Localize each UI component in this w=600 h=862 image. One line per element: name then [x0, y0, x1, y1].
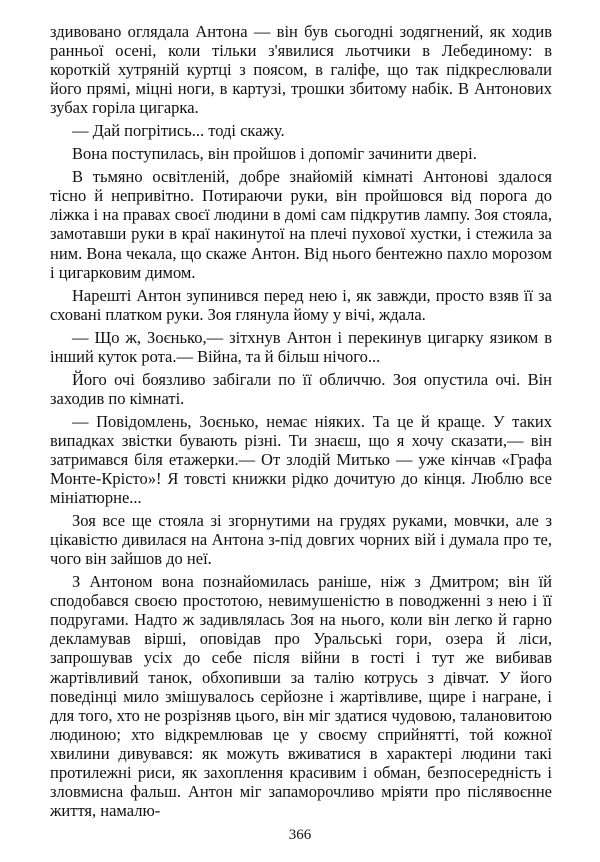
paragraph-dialogue: — Повідомлень, Зоєнько, немає ніяких. Та це й краще. У таких випадках звістки бувають різні. Ти знаєш, що я хочу сказати,— він затримався біля етажерки.— От злодій Митько — уже кінчав «Графа Монте-Крісто»! Я товсті книжки рідко дочитую до кінця. Люблю все мініатюрне...	[50, 411, 552, 508]
paragraph: Його очі боязливо забігали по її обличчю. Зоя опустила очі. Він заходив по кімнаті.	[50, 369, 552, 408]
page-body	[50, 22, 552, 824]
paragraph: Зоя все ще стояла зі згорнутими на грудях руками, мовчки, але з цікавістю дивилася на Антона з-під довгих чорних вій і думала про те, чого він зайшов до неї.	[50, 511, 552, 569]
paragraph: Нарешті Антон зупинився перед нею і, як завжди, просто взяв її за сховані платком руки. Зоя глянула йому у вічі, ждала.	[50, 285, 552, 324]
paragraph: З Антоном вона познайомилась раніше, ніж з Дмитром; він їй сподобався своєю простотою, невимушеністю в поводженні з нею і її подругами. Надто ж задивлялась Зоя на нього, коли він легко й гарно декламував вірші, оповідав про Уральські гори, озера й ліси, запрошував усіх до себе після війни в гості і тут же вибивав жартівливий танок, обхопивши за талію котрусь з дівчат. У його поведінці мило змішувалось серйозне і жартівливе, щире і награне, і для того, хто не розрізняв цього, він міг здатися чудовою, талановитою людиною; хто відкремлював це у своєму сприйнятті, той кожної хвилини дивувався: як можуть вживатися в характері людини такі протилежні риси, як захоплення красивим і обман, безпосередність і зловмисна фальш. Антон міг запаморочливо мріяти про післявоєнне життя, намалю-	[50, 572, 552, 820]
paragraph-dialogue: — Що ж, Зоєнько,— зітхнув Антон і перекинув цигарку язиком в інший куток рота.— Війна, та й більш нічого...	[50, 327, 552, 366]
paragraph-dialogue: — Дай погрітись... тоді скажу.	[72, 121, 285, 141]
paragraph: В тьмяно освітленій, добре знайомій кімнаті Антонові здалося тісно й непривітно. Потираючи руки, він пройшовся від порога до ліжка і на правах своєї людини в домі сам підкрутив лампу. Зоя стояла, замотавши руки в краї накинутої на плечі пухової хустки, і стежила за ним. Вона чекала, що скаже Антон. Від нього бентежно пахло морозом і цигарковим димом.	[50, 167, 552, 282]
page-number: 366	[288, 827, 312, 843]
paragraph-continued: здивовано оглядала Антона — він був сьогодні зодягнений, як ходив ранньої осені, коли тільки з'явилися льотчики в Лебединому: в короткій хутряній куртці з поясом, в галіфе, що так підкреслювали його прямі, міцні ноги, в картузі, трошки збитому набік. В Антонових зубах горіла цигарка.	[50, 22, 552, 118]
paragraph: Вона поступилась, він пройшов і допоміг зачинити двері.	[72, 144, 477, 164]
